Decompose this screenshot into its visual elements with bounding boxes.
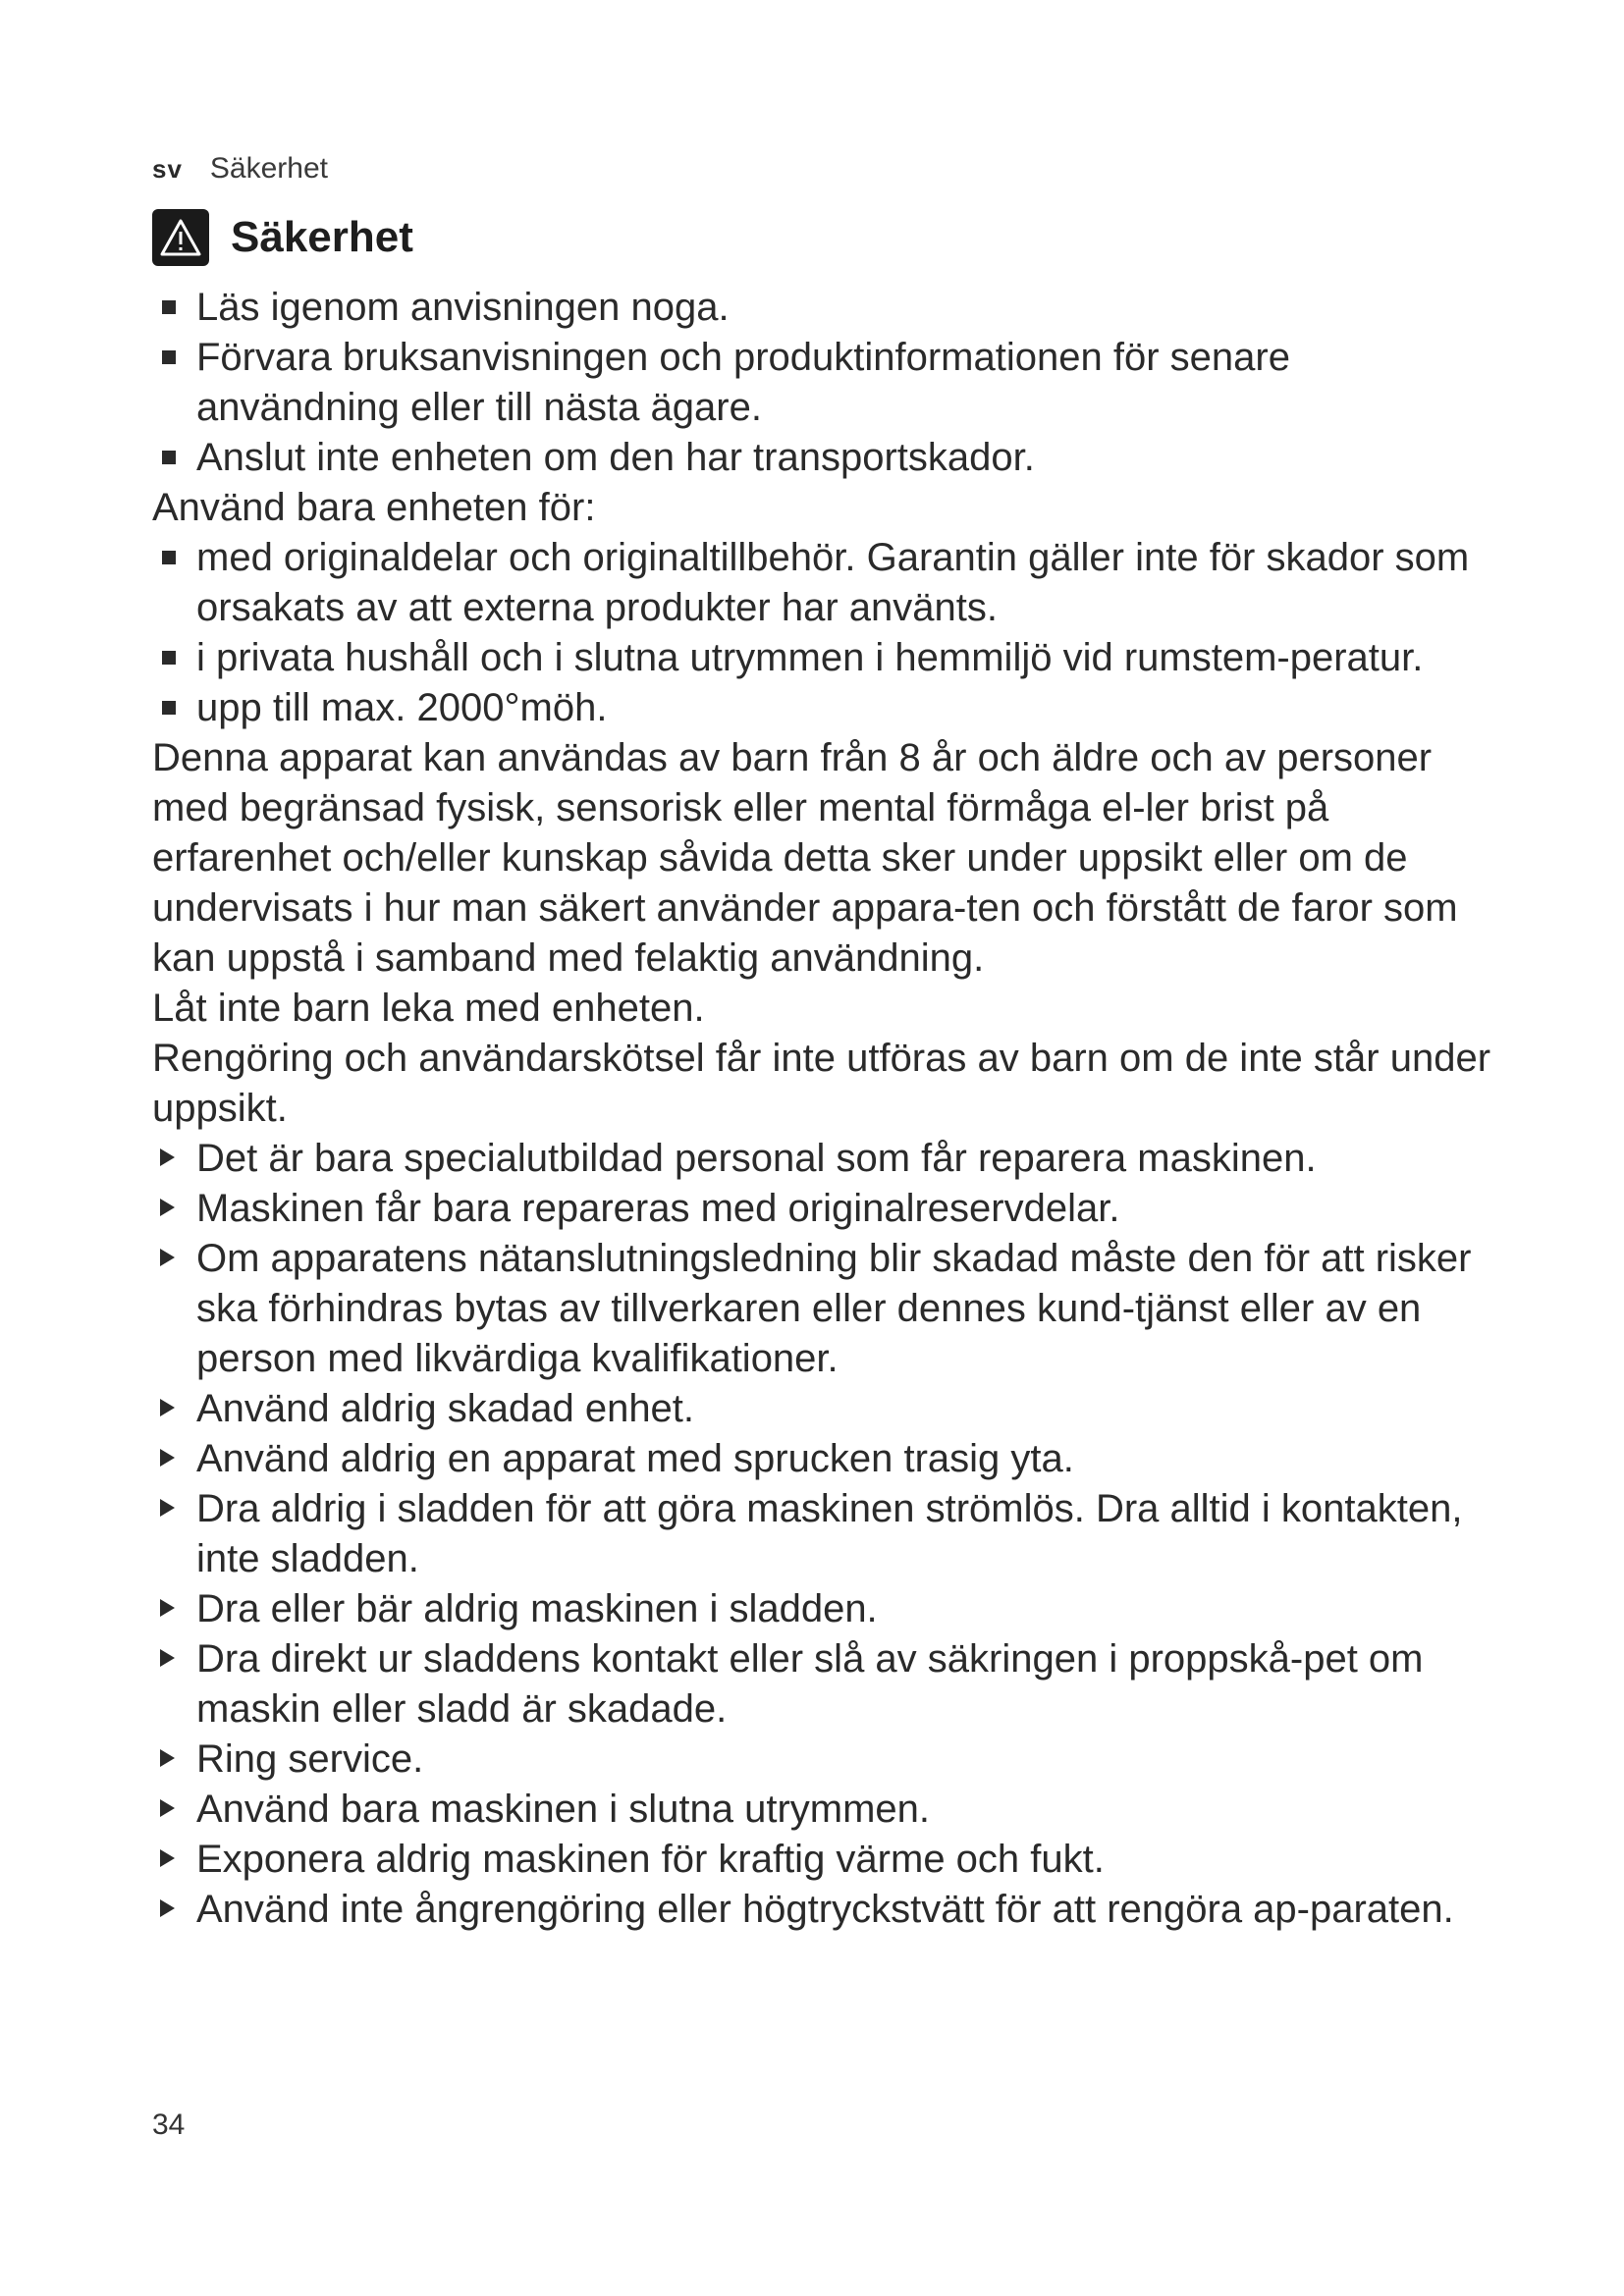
bullet-item: Förvara bruksanvisningen och produktinformationen för senare användning eller till nästa ägare.	[152, 333, 1497, 433]
triangle-bullet-icon	[160, 1749, 175, 1767]
language-code: sv	[152, 154, 183, 184]
safety-content	[152, 283, 1497, 1935]
triangle-bullet-icon	[160, 1799, 175, 1817]
square-bullet-icon	[162, 300, 176, 314]
instruction-item: Dra aldrig i sladden för att göra maskinen strömlös. Dra alltid i kontakten, inte sladden.	[152, 1484, 1497, 1584]
paragraph: Låt inte barn leka med enheten.	[152, 987, 705, 1030]
triangle-bullet-icon	[160, 1599, 175, 1617]
triangle-bullet-icon	[160, 1649, 175, 1667]
page-title: Säkerhet	[231, 213, 413, 261]
square-bullet-icon	[162, 451, 176, 464]
warning-triangle-icon	[152, 209, 209, 266]
section-name: Säkerhet	[209, 152, 328, 185]
instruction-item: Maskinen får bara repareras med originalreservdelar.	[152, 1184, 1497, 1234]
square-bullet-icon	[162, 701, 176, 715]
square-bullet-icon	[162, 551, 176, 564]
section-title	[152, 209, 413, 266]
triangle-bullet-icon	[160, 1899, 175, 1917]
instruction-item: Använd bara maskinen i slutna utrymmen.	[152, 1785, 1497, 1835]
paragraph: Rengöring och användarskötsel får inte utföras av barn om de inte står under uppsikt.	[152, 1037, 1491, 1130]
bullet-item: i privata hushåll och i slutna utrymmen i hemmiljö vid rumstem-peratur.	[152, 633, 1497, 683]
triangle-bullet-icon	[160, 1249, 175, 1266]
instruction-item: Dra eller bär aldrig maskinen i sladden.	[152, 1584, 1497, 1634]
instruction-item: Ring service.	[152, 1735, 1497, 1785]
bullet-item: med originaldelar och originaltillbehör. Garantin gäller inte för skador som orsakats av att externa produkter har använts.	[152, 533, 1497, 633]
paragraph: Denna apparat kan användas av barn från 8 år och äldre och av personer med begränsad fysisk, sensorisk eller mental förmåga el-ler brist på erfarenhet och/eller kunskap såvida detta sker under uppsikt eller om de undervisats i hur man säkert använder appara-ten och förstått de faror som kan uppstå i samband med felaktig användning.	[152, 736, 1458, 980]
bullet-item: Anslut inte enheten om den har transportskador.	[152, 433, 1497, 483]
triangle-bullet-icon	[160, 1199, 175, 1216]
instruction-item: Använd aldrig skadad enhet.	[152, 1384, 1497, 1434]
instruction-item: Dra direkt ur sladdens kontakt eller slå av säkringen i proppskå-pet om maskin eller sladd är skadade.	[152, 1634, 1497, 1735]
bullet-item: Läs igenom anvisningen noga.	[152, 283, 1497, 333]
instruction-item: Exponera aldrig maskinen för kraftig värme och fukt.	[152, 1835, 1497, 1885]
triangle-bullet-icon	[160, 1849, 175, 1867]
triangle-bullet-icon	[160, 1449, 175, 1467]
triangle-bullet-icon	[160, 1148, 175, 1166]
paragraph: Använd bara enheten för:	[152, 486, 596, 529]
instruction-item: Om apparatens nätanslutningsledning blir skadad måste den för att risker ska förhindras bytas av tillverkaren eller dennes kund-tjänst eller av en person med likvärdiga kvalifikationer.	[152, 1234, 1497, 1384]
page-number: 34	[152, 2109, 186, 2141]
running-header	[152, 152, 328, 186]
square-bullet-icon	[162, 651, 176, 665]
instruction-item: Använd inte ångrengöring eller högtryckstvätt för att rengöra ap-paraten.	[152, 1885, 1497, 1935]
triangle-bullet-icon	[160, 1399, 175, 1416]
instruction-item: Det är bara specialutbildad personal som får reparera maskinen.	[152, 1134, 1497, 1184]
instruction-item: Använd aldrig en apparat med sprucken trasig yta.	[152, 1434, 1497, 1484]
square-bullet-icon	[162, 350, 176, 364]
triangle-bullet-icon	[160, 1499, 175, 1517]
bullet-item: upp till max. 2000°möh.	[152, 683, 1497, 733]
